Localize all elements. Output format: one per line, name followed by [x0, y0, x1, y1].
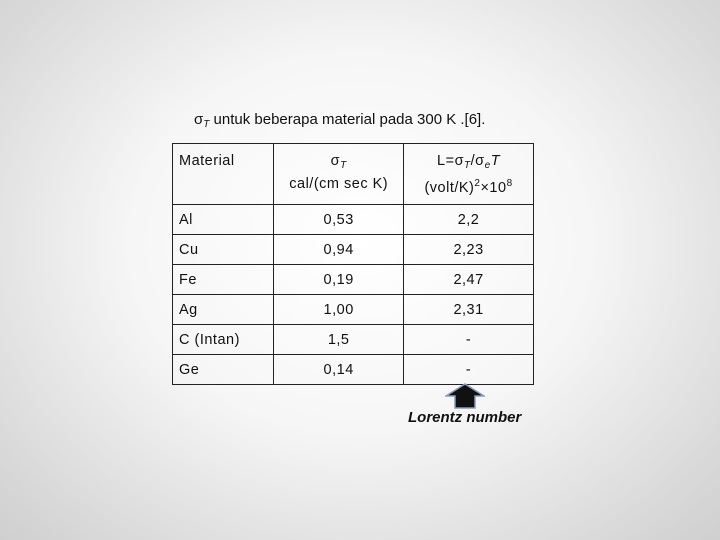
cell-lorentz: 2,23: [404, 235, 534, 265]
cell-sigma: 0,94: [274, 235, 404, 265]
table-row: [173, 235, 534, 265]
cell-material: Cu: [173, 235, 274, 265]
table-caption: [194, 111, 485, 130]
cell-lorentz: -: [404, 325, 534, 355]
cell-lorentz: 2,47: [404, 265, 534, 295]
header-lorentz-unit-b: ×10: [480, 180, 507, 196]
cell-material: Fe: [173, 265, 274, 295]
cell-sigma: 1,00: [274, 295, 404, 325]
material-table: [172, 143, 534, 385]
header-sigma-subscript: T: [340, 160, 347, 171]
cell-lorentz: -: [404, 355, 534, 385]
header-lorentz-sub-b: e: [484, 160, 491, 171]
header-sigma: [274, 144, 404, 205]
header-lorentz-formula-b: /σ: [470, 153, 485, 169]
cell-material: Ag: [173, 295, 274, 325]
up-arrow-icon: [445, 383, 485, 409]
lorentz-number-label: Lorentz number: [408, 409, 522, 426]
header-sigma-unit: cal/(cm sec K): [289, 176, 389, 192]
header-material: Material: [173, 144, 274, 205]
caption-sigma: σ: [194, 111, 204, 128]
table-row: [173, 205, 534, 235]
header-lorentz-unit-a: (volt/K): [424, 180, 475, 196]
table-header-row: [173, 144, 534, 205]
cell-sigma: 0,19: [274, 265, 404, 295]
header-lorentz-sup-b: 8: [506, 178, 513, 189]
cell-lorentz: 2,31: [404, 295, 534, 325]
table-row: [173, 295, 534, 325]
table-row: [173, 355, 534, 385]
cell-sigma: 1,5: [274, 325, 404, 355]
header-sigma-symbol: σ: [330, 153, 341, 169]
header-lorentz-sup-a: 2: [474, 178, 481, 189]
header-lorentz-sub-a: T: [464, 160, 471, 171]
caption-text: untuk beberapa material pada 300 K .[6].: [209, 111, 486, 128]
cell-sigma: 0,53: [274, 205, 404, 235]
cell-sigma: 0,14: [274, 355, 404, 385]
cell-material: Al: [173, 205, 274, 235]
table-row: [173, 265, 534, 295]
table-row: [173, 325, 534, 355]
header-lorentz: [404, 144, 534, 205]
caption-sigma-subscript: T: [203, 119, 210, 130]
header-lorentz-formula-a: L=σ: [437, 153, 465, 169]
cell-lorentz: 2,2: [404, 205, 534, 235]
cell-material: C (Intan): [173, 325, 274, 355]
header-lorentz-formula-c: T: [490, 153, 501, 169]
cell-material: Ge: [173, 355, 274, 385]
